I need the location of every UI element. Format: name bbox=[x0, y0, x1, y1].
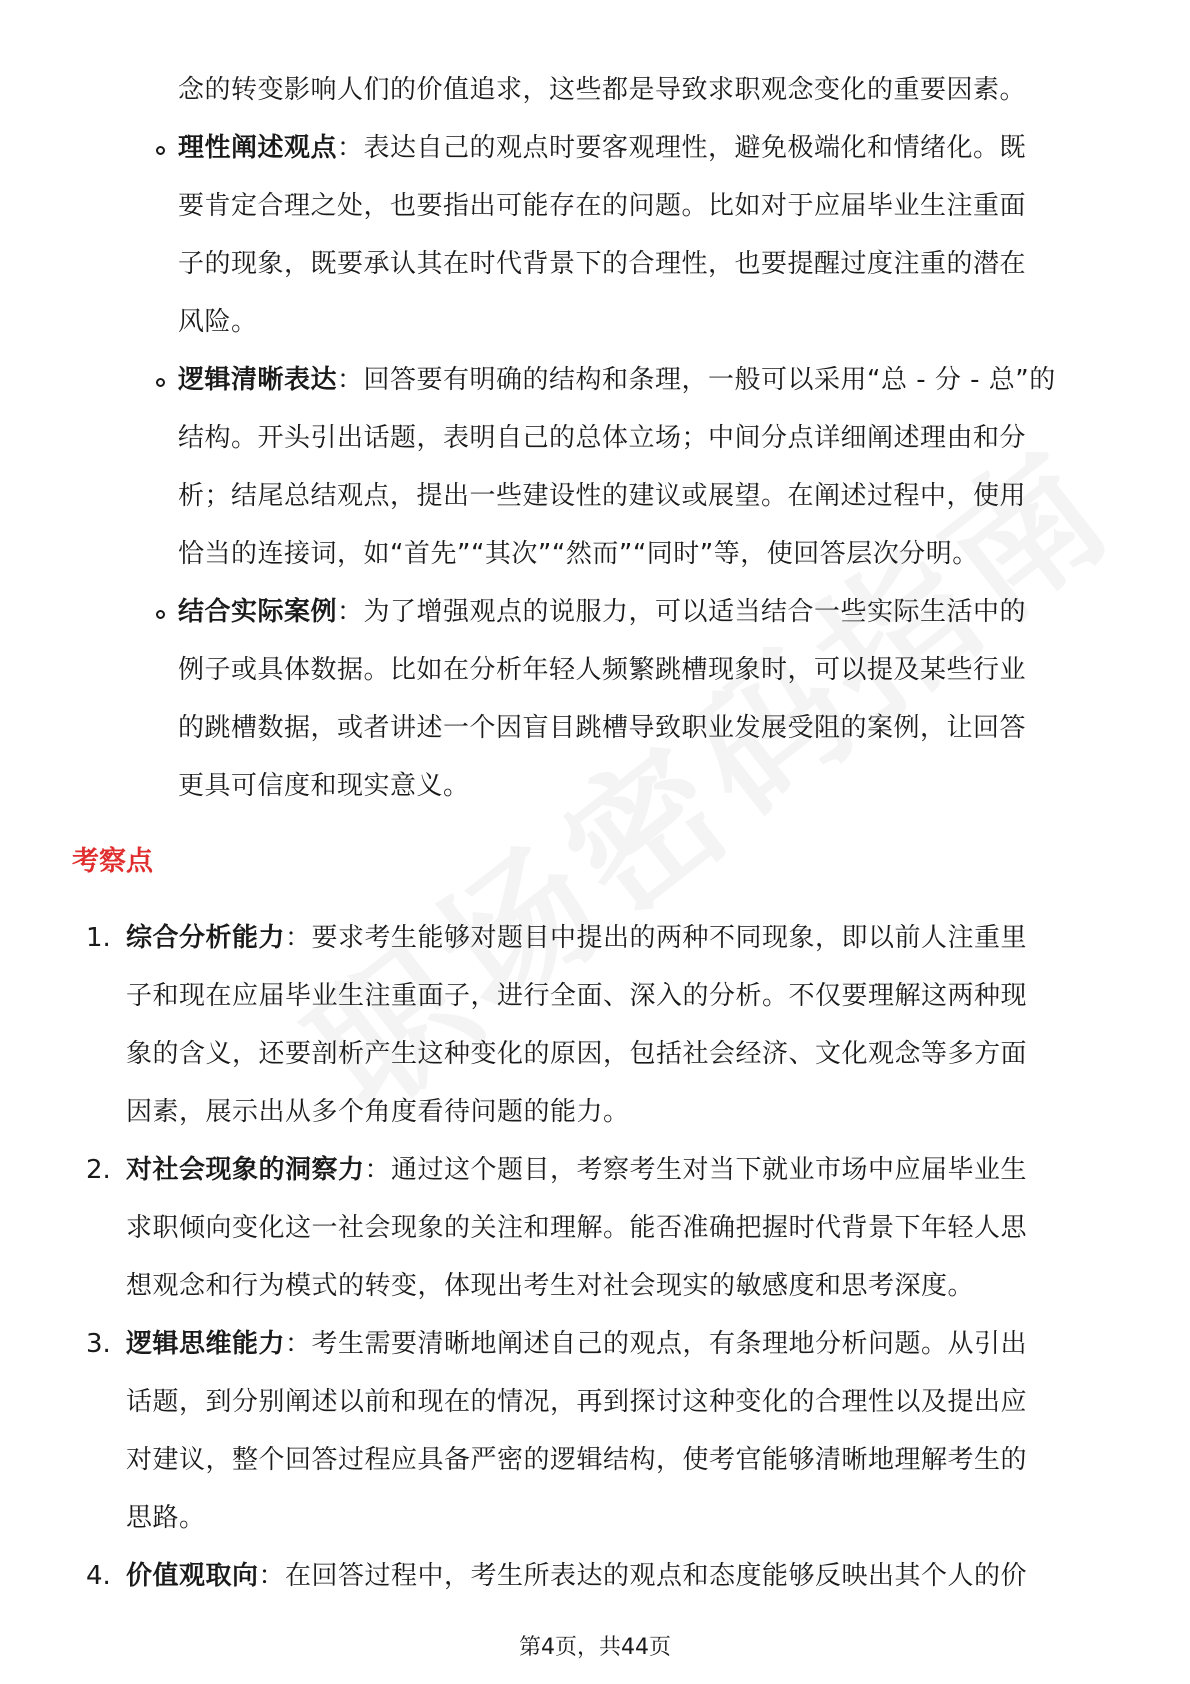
bullet-2-line-3: 恰当的连接词，如“首先”“其次”“然而”“同时”等，使回答层次分明。 bbox=[178, 539, 979, 569]
bullet-title: 结合实际案例 bbox=[178, 597, 338, 627]
item-title: 逻辑思维能力 bbox=[126, 1329, 286, 1359]
numbered-3-line-1: 话题，到分别阐述以前和现在的情况，再到探讨这种变化的合理性以及提出应 bbox=[126, 1387, 1028, 1417]
section-heading: 考察点 bbox=[72, 846, 153, 877]
bullet-3-line-2: 的跳槽数据，或者讲述一个因盲目跳槽导致职业发展受阻的案例，让回答 bbox=[178, 713, 1027, 743]
bullet-marker-icon bbox=[156, 610, 165, 619]
list-number: 4. bbox=[86, 1561, 111, 1591]
numbered-2-line-1: 求职倾向变化这一社会现象的关注和理解。能否准确把握时代背景下年轻人思 bbox=[126, 1213, 1028, 1243]
numbered-2-line-2: 想观念和行为模式的转变，体现出考生对社会现实的敏感度和思考深度。 bbox=[126, 1271, 975, 1301]
numbered-1-line-0 bbox=[126, 922, 1027, 954]
bullet-1-line-2: 子的现象，既要承认其在时代背景下的合理性，也要提醒过度注重的潜在 bbox=[178, 249, 1027, 279]
bullet-0-line-0: 念的转变影响人们的价值追求，这些都是导致求职观念变化的重要因素。 bbox=[178, 75, 1027, 105]
numbered-3-line-3: 思路。 bbox=[126, 1503, 206, 1533]
item-text: ：考生需要清晰地阐述自己的观点，有条理地分析问题。从引出 bbox=[285, 1329, 1028, 1359]
bullet-1-line-0 bbox=[178, 132, 1026, 164]
numbered-2-line-0 bbox=[126, 1154, 1027, 1186]
numbered-1-line-3: 因素，展示出从多个角度看待问题的能力。 bbox=[126, 1097, 630, 1127]
list-number: 1. bbox=[86, 923, 111, 953]
item-text: ：要求考生能够对题目中提出的两种不同现象，即以前人注重里 bbox=[285, 923, 1028, 953]
item-text: ：在回答过程中，考生所表达的观点和态度能够反映出其个人的价 bbox=[258, 1561, 1028, 1591]
numbered-3-line-0 bbox=[126, 1328, 1027, 1360]
bullet-text: ：回答要有明确的结构和条理，一般可以采用“总 - 分 - 总”的 bbox=[337, 365, 1056, 395]
bullet-text: ：表达自己的观点时要客观理性，避免极端化和情绪化。既 bbox=[337, 133, 1027, 163]
bullet-2-line-2: 析；结尾总结观点，提出一些建设性的建议或展望。在阐述过程中，使用 bbox=[178, 481, 1027, 511]
item-title: 价值观取向 bbox=[126, 1561, 259, 1591]
numbered-3-line-2: 对建议，整个回答过程应具备严密的逻辑结构，使考官能够清晰地理解考生的 bbox=[126, 1445, 1028, 1475]
item-title: 综合分析能力 bbox=[126, 923, 286, 953]
numbered-1-line-1: 子和现在应届毕业生注重面子，进行全面、深入的分析。不仅要理解这两种现 bbox=[126, 981, 1028, 1011]
bullet-1-line-3: 风险。 bbox=[178, 307, 258, 337]
bullet-2-line-1: 结构。开头引出话题，表明自己的总体立场；中间分点详细阐述理由和分 bbox=[178, 423, 1027, 453]
item-title: 对社会现象的洞察力 bbox=[126, 1155, 365, 1185]
numbered-1-line-2: 象的含义，还要剖析产生这种变化的原因，包括社会经济、文化观念等多方面 bbox=[126, 1039, 1028, 1069]
page-footer: 第4页，共44页 bbox=[519, 1635, 671, 1660]
list-number: 3. bbox=[86, 1329, 111, 1359]
numbered-4-line-0 bbox=[126, 1560, 1027, 1592]
item-text: ：通过这个题目，考察考生对当下就业市场中应届毕业生 bbox=[364, 1155, 1028, 1185]
bullet-1-line-1: 要肯定合理之处，也要指出可能存在的问题。比如对于应届毕业生注重面 bbox=[178, 191, 1027, 221]
bullet-title: 理性阐述观点 bbox=[178, 133, 338, 163]
list-number: 2. bbox=[86, 1155, 111, 1185]
bullet-2-line-0 bbox=[178, 364, 1056, 396]
bullet-marker-icon bbox=[156, 378, 165, 387]
bullet-3-line-3: 更具可信度和现实意义。 bbox=[178, 771, 470, 801]
bullet-text: ：为了增强观点的说服力，可以适当结合一些实际生活中的 bbox=[337, 597, 1027, 627]
bullet-3-line-0 bbox=[178, 596, 1026, 628]
bullet-3-line-1: 例子或具体数据。比如在分析年轻人频繁跳槽现象时，可以提及某些行业 bbox=[178, 655, 1027, 685]
bullet-marker-icon bbox=[156, 146, 165, 155]
bullet-title: 逻辑清晰表达 bbox=[178, 365, 338, 395]
